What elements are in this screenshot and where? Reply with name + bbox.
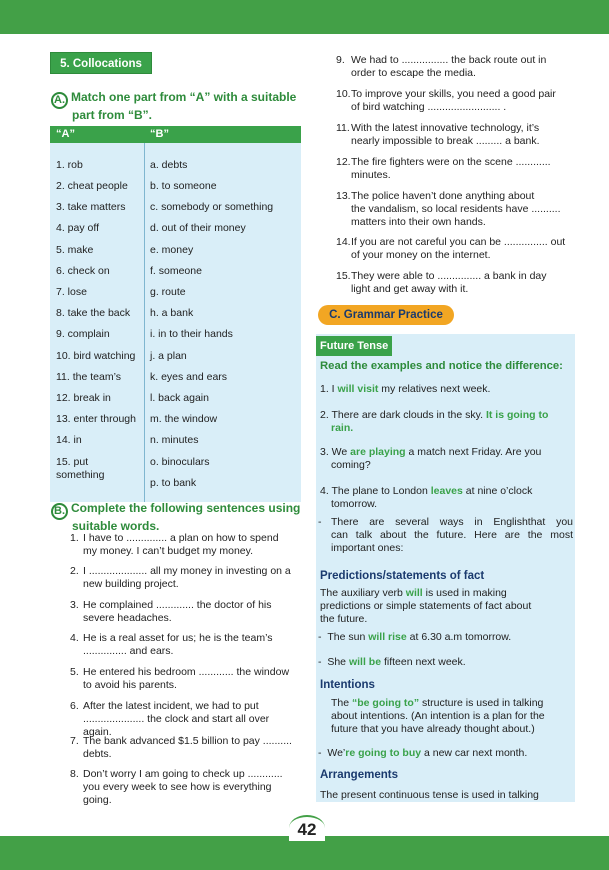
collocations-table <box>50 126 301 502</box>
table-cell-a: 5. make <box>56 244 94 256</box>
table-cell-a: 7. lose <box>56 286 87 298</box>
list-item: 5. He entered his bedroom ............ the window to avoid his parents. <box>70 666 290 691</box>
table-cell-a: 15. put <box>56 456 89 468</box>
table-cell-a: 2. cheat people <box>56 180 128 192</box>
table-cell-b: o. binoculars <box>150 456 210 468</box>
task-a-heading <box>51 91 301 122</box>
predictions-text: The auxiliary verb will is used in making predictions or simple statements of fact about the future. <box>320 587 532 625</box>
grammar-instruction: Read the examples and notice the difference: <box>320 360 563 372</box>
list-item: 10. To improve your skills, you need a good pair of bird watching ......................... . <box>336 88 556 113</box>
predictions-heading: Predictions/statements of fact <box>320 570 485 582</box>
task-a-letter: A. <box>51 92 68 109</box>
table-cell-b: j. a plan <box>150 350 187 362</box>
intentions-heading: Intentions <box>320 679 375 691</box>
table-cell-b: d. out of their money <box>150 222 246 234</box>
list-item: 6. After the latest incident, we had to put ..................... the clock and start all over again. <box>70 700 270 738</box>
future-note: There are several ways in Englishthat you can talk about the future. Here are the most important ones: <box>331 516 573 554</box>
list-item: 7. The bank advanced $1.5 billion to pay .......... debts. <box>70 735 292 760</box>
grammar-practice-badge: C. Grammar Practice <box>318 305 454 325</box>
task-b-letter: B. <box>51 503 68 520</box>
column-a-header: “A” <box>56 128 75 140</box>
table-cell-a: 1. rob <box>56 159 83 171</box>
task-a-line1: Match one part from “A” with a suitable <box>71 90 297 104</box>
table-cell-b: b. to someone <box>150 180 217 192</box>
table-cell-b: h. a bank <box>150 307 194 319</box>
table-cell-a: 8. take the back <box>56 307 131 319</box>
list-item: 3. He complained ............. the doctor of his severe headaches. <box>70 599 272 624</box>
future-tense-label: Future Tense <box>316 336 392 356</box>
table-cell-b: c. somebody or something <box>150 201 274 213</box>
table-cell-b: p. to bank <box>150 477 197 489</box>
example-1: 1. I will visit my relatives next week. <box>320 383 491 395</box>
list-item: 14. If you are not careful you can be ............... out of your money on the internet. <box>336 236 566 261</box>
example-4: 4. The plane to London leaves at nine o’clock tomorrow. <box>320 485 533 510</box>
arrangements-text: The present continuous tense is used in talking <box>320 789 539 801</box>
table-cell-b: f. someone <box>150 265 202 277</box>
table-cell-a: 10. bird watching <box>56 350 136 362</box>
table-cell-b: e. money <box>150 244 194 256</box>
column-b-header: “B” <box>150 128 169 140</box>
intention-example: - We’re going to buy a new car next month. <box>318 747 528 759</box>
note-dash: - <box>318 516 322 528</box>
table-cell-b: l. back again <box>150 392 209 404</box>
table-cell-a: 6. check on <box>56 265 110 277</box>
list-item: 1. I have to .............. a plan on how to spend my money. I can’t budget my money. <box>70 532 279 557</box>
table-header <box>50 126 301 143</box>
top-banner <box>0 0 609 34</box>
task-b-line1: Complete the following sentences using <box>71 501 301 515</box>
example-2: 2. There are dark clouds in the sky. It is going to rain. <box>320 409 549 434</box>
list-item: 13. The police haven’t done anything about the vandalism, so local residents have .......... matters into their own hands. <box>336 190 561 228</box>
table-cell-b: n. minutes <box>150 434 199 446</box>
task-a-line2: part from “B”. <box>72 108 153 122</box>
list-item: 8. Don’t worry I am going to check up ............ you every week to see how is everything going. <box>70 768 283 806</box>
list-item: 15. They were able to ............... a bank in day light and get away with it. <box>336 270 547 295</box>
example-3: 3. We are playing a match next Friday. Are you coming? <box>320 446 542 471</box>
table-cell-b: g. route <box>150 286 186 298</box>
column-a <box>50 143 145 502</box>
list-item: 2. I .................... all my money in investing on a new building project. <box>70 565 291 590</box>
list-item: 4. He is a real asset for us; he is the team’s ............... and ears. <box>70 632 273 657</box>
prediction-example-2: - She will be fifteen next week. <box>318 656 466 668</box>
intentions-text: The “be going to” structure is used in talking about intentions. (An intention is a plan for the future that you have already thought about.) <box>331 697 545 735</box>
table-cell-a: 13. enter through <box>56 413 136 425</box>
table-cell-a: 4. pay off <box>56 222 100 234</box>
table-cell-a: something <box>56 469 105 481</box>
list-item: 12. The fire fighters were on the scene ............ minutes. <box>336 156 551 181</box>
table-body <box>50 143 301 502</box>
table-cell-b: m. the window <box>150 413 218 425</box>
table-cell-a: 3. take matters <box>56 201 126 213</box>
table-cell-a: 9. complain <box>56 328 110 340</box>
list-item: 9. We had to ................ the back route out in order to escape the media. <box>336 54 547 79</box>
table-cell-b: i. in to their hands <box>150 328 233 340</box>
table-cell-a: 14. in <box>56 434 82 446</box>
table-cell-a: 11. the team’s <box>56 371 121 383</box>
section-title: 5. Collocations <box>50 52 152 74</box>
task-b-heading <box>51 502 306 533</box>
page-number: 42 <box>289 815 325 841</box>
table-cell-b: a. debts <box>150 159 188 171</box>
list-item: 11. With the latest innovative technology, it’s nearly impossible to break ......... a bank. <box>336 122 540 147</box>
table-cell-a: 12. break in <box>56 392 111 404</box>
arrangements-heading: Arrangements <box>320 769 398 781</box>
prediction-example-1: - The sun will rise at 6.30 a.m tomorrow. <box>318 631 512 643</box>
task-b-line2: suitable words. <box>72 519 160 533</box>
table-cell-b: k. eyes and ears <box>150 371 228 383</box>
